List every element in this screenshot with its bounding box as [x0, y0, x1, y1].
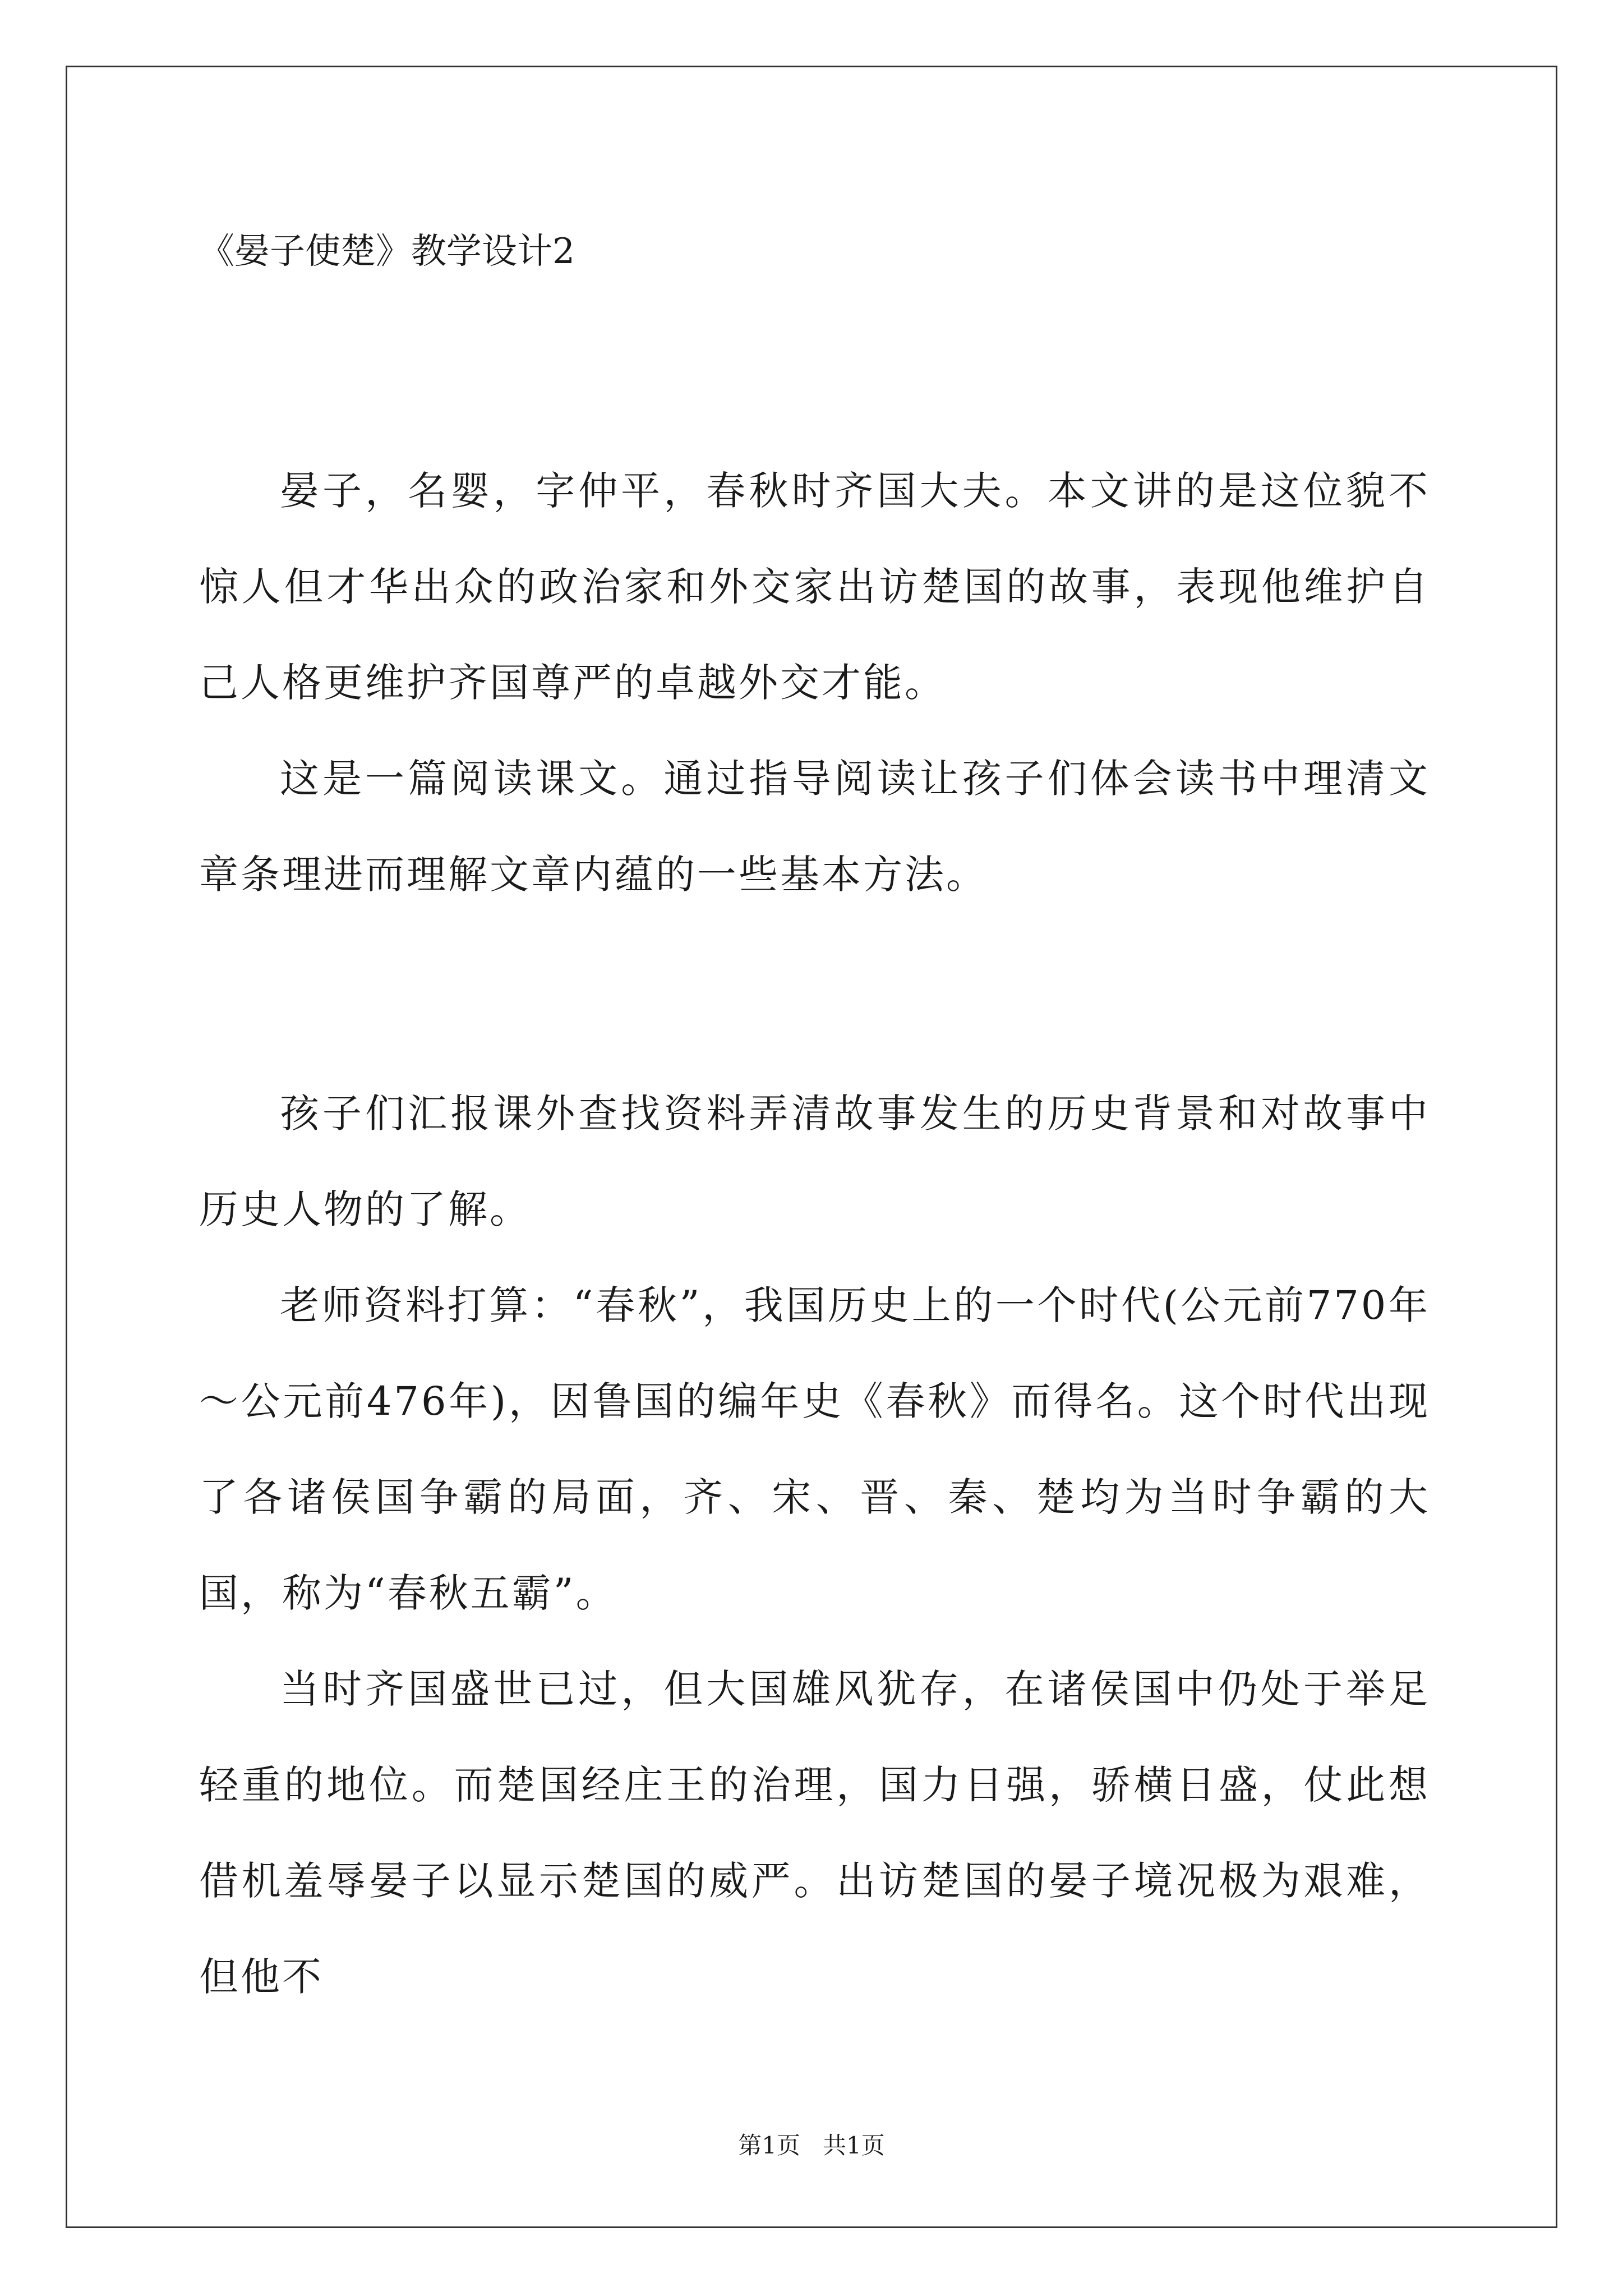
paragraph-intro: 晏子，名婴，字仲平，春秋时齐国大夫。本文讲的是这位貌不惊人但才华出众的政治家和外交家出访楚国的故事，表现他维护自己人格更维护齐国尊严的卓越外交才能。: [199, 468, 1430, 706]
paragraph-reading: 这是一篇阅读课文。通过指导阅读让孩子们体会读书中理清文章条理进而理解文章内蕴的一些基本方法。: [199, 756, 1430, 898]
paragraph-background: 孩子们汇报课外查找资料弄清故事发生的历史背景和对故事中历史人物的了解。: [199, 1091, 1430, 1232]
paragraph-spring-autumn: 老师资料打算：“春秋”，我国历史上的一个时代(公元前770年～公元前476年)，因鲁国的编年史《春秋》而得名。这个时代出现了各诸侯国争霸的局面，齐、宋、晋、秦、楚均为当时争霸的大国，称为“春秋五霸”。: [199, 1282, 1430, 1616]
page-footer: 第1页 共1页: [738, 2132, 885, 2159]
document-title: 《晏子使楚》教学设计2: [199, 231, 575, 272]
paragraph-qi-chu: 当时齐国盛世已过，但大国雄风犹存，在诸侯国中仍处于举足轻重的地位。而楚国经庄王的治理，国力日强，骄横日盛，仗此想借机羞辱晏子以显示楚国的威严。出访楚国的晏子境况极为艰难，但他不: [199, 1666, 1430, 2000]
